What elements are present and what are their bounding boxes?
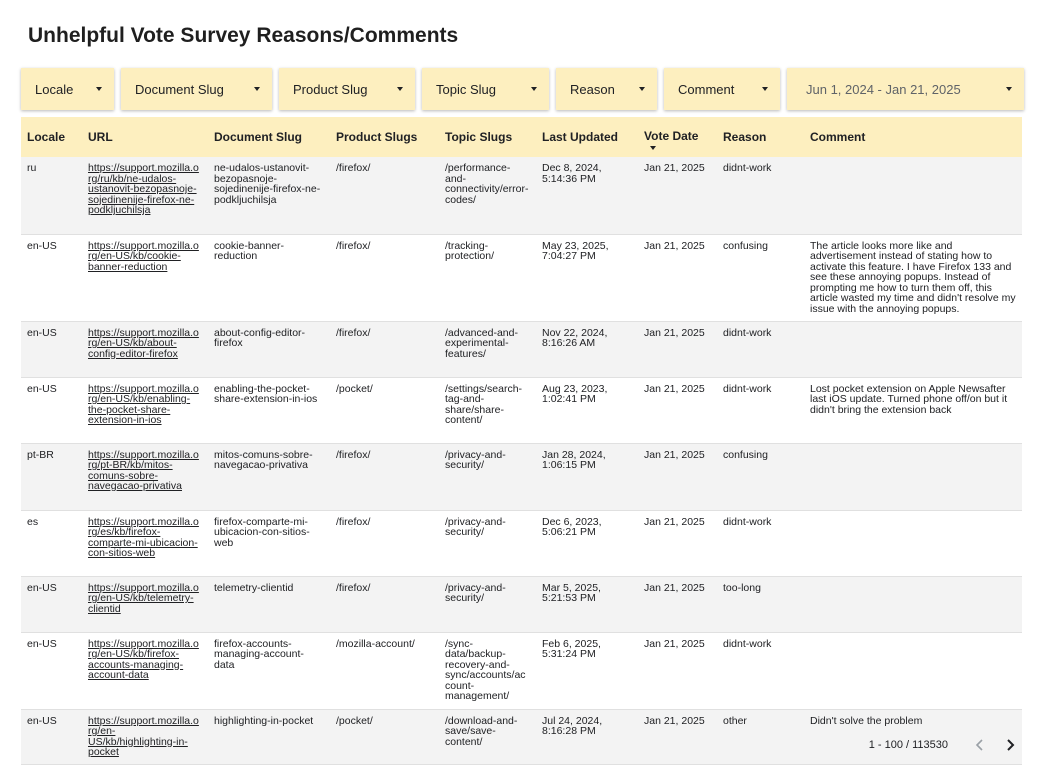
cell-document-slug: mitos-comuns-sobre-navegacao-privativa — [214, 448, 313, 471]
cell-product-slugs: /firefox/ — [336, 581, 371, 594]
table-row[interactable] — [21, 157, 1022, 234]
column-header-topic-slugs[interactable]: Topic Slugs — [439, 117, 536, 157]
cell-url — [82, 576, 208, 632]
cell-comment: Didn't solve the problem — [810, 714, 923, 727]
cell-reason: didnt-work — [723, 637, 772, 650]
cell-product-slugs: /firefox/ — [336, 326, 371, 339]
cell-document-slug: telemetry-clientid — [214, 581, 294, 594]
cell-topic-slugs: /sync-data/backup-recovery-and-sync/accounts/account-management/ — [445, 637, 526, 702]
chevron-left-icon[interactable] — [972, 737, 988, 753]
cell-vote-date: Jan 21, 2025 — [644, 239, 705, 252]
cell-document-slug: highlighting-in-pocket — [214, 714, 314, 727]
cell-reason: didnt-work — [723, 162, 772, 174]
cell-comment — [804, 443, 1022, 510]
cell-last-updated: Dec 8, 2024, 5:14:36 PM — [542, 162, 602, 185]
cell-url — [82, 234, 208, 321]
pagination-range: 1 - 100 / 113530 — [868, 739, 948, 751]
table-row[interactable] — [21, 321, 1022, 377]
cell-reason: didnt-work — [723, 326, 772, 339]
table-body — [21, 157, 1022, 764]
cell-comment — [804, 157, 1022, 234]
cell-url — [82, 157, 208, 234]
cell-url — [82, 321, 208, 377]
cell-last-updated: Jan 28, 2024, 1:06:15 PM — [542, 448, 606, 471]
cell-comment — [804, 510, 1022, 576]
locale-filter[interactable] — [21, 68, 114, 110]
caret-down-icon — [397, 87, 403, 91]
chevron-right-icon[interactable] — [1002, 737, 1018, 753]
cell-document-slug: firefox-comparte-mi-ubicacion-con-sitios-web — [214, 515, 310, 549]
url-link[interactable]: https://support.mozilla.org/en-US/kb/cookie-banner-reduction — [88, 239, 199, 273]
document-slug-filter-label: Document Slug — [135, 81, 224, 97]
comment-filter[interactable] — [664, 68, 780, 110]
cell-topic-slugs: /privacy-and-security/ — [445, 581, 506, 604]
cell-document-slug: about-config-editor-firefox — [214, 326, 306, 349]
cell-reason: other — [723, 714, 747, 727]
cell-topic-slugs: /tracking-protection/ — [445, 239, 495, 262]
cell-locale: en-US — [27, 382, 57, 395]
pagination — [869, 736, 1018, 754]
url-link[interactable]: https://support.mozilla.org/es/kb/firefox-comparte-mi-ubicacion-con-sitios-web — [88, 515, 199, 559]
cell-reason: confusing — [723, 448, 768, 461]
cell-locale: es — [27, 515, 39, 528]
caret-down-icon — [639, 87, 645, 91]
table-row[interactable] — [21, 377, 1022, 443]
table-header-row — [21, 117, 1022, 157]
cell-last-updated: Aug 23, 2023, 1:02:41 PM — [542, 382, 608, 405]
column-header-product-slugs[interactable]: Product Slugs — [330, 117, 439, 157]
cell-url — [82, 510, 208, 576]
cell-vote-date: Jan 21, 2025 — [644, 382, 705, 395]
column-header-comment[interactable]: Comment — [804, 117, 1022, 157]
cell-locale: en-US — [27, 581, 57, 594]
cell-comment: The article looks more like and advertisement instead of stating how to activate this feature. I have Firefox 133 and see these annoying popups. Instead of prompting me how to turn them off, this article wasted my time and didn't resolve my issue with the annoying popups. — [810, 239, 1016, 315]
cell-reason: too-long — [723, 581, 761, 594]
cell-reason: didnt-work — [723, 515, 772, 528]
page-title: Unhelpful Vote Survey Reasons/Comments — [28, 24, 459, 47]
table-row[interactable] — [21, 632, 1022, 709]
cell-comment — [804, 321, 1022, 377]
date-range-label: Jun 1, 2024 - Jan 21, 2025 — [806, 81, 961, 97]
cell-vote-date: Jan 21, 2025 — [644, 448, 705, 461]
table-row[interactable] — [21, 234, 1022, 321]
cell-product-slugs: /mozilla-account/ — [336, 637, 415, 650]
cell-vote-date: Jan 21, 2025 — [644, 326, 705, 339]
cell-locale: ru — [27, 162, 37, 174]
caret-down-icon — [1006, 87, 1012, 91]
cell-document-slug: enabling-the-pocket-share-extension-in-ios — [214, 382, 318, 405]
comment-filter-label: Comment — [678, 81, 735, 97]
caret-down-icon — [254, 87, 260, 91]
date-range-filter[interactable] — [787, 68, 1024, 110]
cell-document-slug: cookie-banner-reduction — [214, 239, 285, 262]
cell-comment — [804, 632, 1022, 709]
url-link[interactable]: https://support.mozilla.org/en-US/kb/enabling-the-pocket-share-extension-in-ios — [88, 382, 199, 426]
url-link[interactable]: https://support.mozilla.org/en-US/kb/telemetry-clientid — [88, 581, 199, 615]
cell-topic-slugs: /performance-and-connectivity/error-codes/ — [445, 162, 529, 206]
caret-down-icon — [96, 87, 102, 91]
cell-last-updated: Jul 24, 2024, 8:16:28 PM — [542, 714, 603, 737]
column-header-document-slug[interactable]: Document Slug — [208, 117, 330, 157]
url-link[interactable]: https://support.mozilla.org/en-US/kb/highlighting-in-pocket — [88, 714, 199, 758]
reason-filter[interactable] — [556, 68, 657, 110]
sort-descending-icon — [650, 146, 656, 150]
cell-topic-slugs: /settings/search-tag-and-share/share-content/ — [445, 382, 523, 426]
topic-slug-filter[interactable] — [422, 68, 549, 110]
cell-topic-slugs: /privacy-and-security/ — [445, 448, 506, 471]
topic-slug-filter-label: Topic Slug — [436, 81, 496, 97]
cell-last-updated: Nov 22, 2024, 8:16:26 AM — [542, 326, 608, 349]
url-link[interactable]: https://support.mozilla.org/ru/kb/ne-udalos-ustanovit-bezopasnoje-sojedinenije-firefox-ne-podkljuchilsja — [88, 162, 199, 216]
table-row[interactable] — [21, 510, 1022, 576]
url-link[interactable]: https://support.mozilla.org/en-US/kb/about-config-editor-firefox — [88, 326, 199, 360]
cell-vote-date: Jan 21, 2025 — [644, 515, 705, 528]
cell-reason: confusing — [723, 239, 768, 252]
url-link[interactable]: https://support.mozilla.org/en-US/kb/firefox-accounts-managing-account-data — [88, 637, 199, 681]
cell-locale: en-US — [27, 637, 57, 650]
cell-product-slugs: /firefox/ — [336, 515, 371, 528]
cell-product-slugs: /firefox/ — [336, 448, 371, 461]
cell-url — [82, 632, 208, 709]
cell-document-slug: ne-udalos-ustanovit-bezopasnoje-sojedinenije-firefox-ne-podkljuchilsja — [214, 162, 321, 206]
results-table — [21, 117, 1022, 765]
cell-comment — [804, 576, 1022, 632]
cell-comment: Lost pocket extension on Apple Newsafter last iOS update. Turned phone off/on but it didn't bring the extension back — [810, 382, 1008, 416]
table-row[interactable] — [21, 576, 1022, 632]
cell-last-updated: Feb 6, 2025, 5:31:24 PM — [542, 637, 601, 660]
document-slug-filter[interactable] — [121, 68, 272, 110]
cell-locale: pt-BR — [27, 448, 54, 461]
caret-down-icon — [762, 87, 768, 91]
cell-last-updated: May 23, 2025, 7:04:27 PM — [542, 239, 609, 262]
cell-vote-date: Jan 21, 2025 — [644, 581, 705, 594]
column-header-locale[interactable]: Locale — [21, 117, 82, 157]
cell-url — [82, 709, 208, 764]
cell-locale: en-US — [27, 714, 57, 727]
cell-url — [82, 443, 208, 510]
cell-product-slugs: /pocket/ — [336, 382, 373, 395]
cell-url — [82, 377, 208, 443]
locale-filter-label: Locale — [35, 81, 74, 97]
cell-locale: en-US — [27, 239, 57, 252]
reason-filter-label: Reason — [570, 81, 615, 97]
cell-topic-slugs: /privacy-and-security/ — [445, 515, 506, 538]
cell-reason: didnt-work — [723, 382, 772, 395]
url-link[interactable]: https://support.mozilla.org/pt-BR/kb/mitos-comuns-sobre-navegacao-privativa — [88, 448, 199, 492]
column-header-reason[interactable]: Reason — [717, 117, 804, 157]
cell-product-slugs: /firefox/ — [336, 239, 371, 252]
filter-bar — [21, 68, 1024, 110]
caret-down-icon — [531, 87, 537, 91]
cell-locale: en-US — [27, 326, 57, 339]
column-header-url[interactable]: URL — [82, 117, 208, 157]
cell-vote-date: Jan 21, 2025 — [644, 162, 705, 174]
product-slug-filter[interactable] — [279, 68, 415, 110]
cell-last-updated: Mar 5, 2025, 5:21:53 PM — [542, 581, 601, 604]
cell-last-updated: Dec 6, 2023, 5:06:21 PM — [542, 515, 602, 538]
cell-topic-slugs: /download-and-save/save-content/ — [445, 714, 518, 748]
cell-document-slug: firefox-accounts-managing-account-data — [214, 637, 304, 671]
cell-vote-date: Jan 21, 2025 — [644, 637, 705, 650]
cell-topic-slugs: /advanced-and-experimental-features/ — [445, 326, 518, 360]
column-header-vote-date[interactable]: Vote Date — [638, 117, 717, 157]
cell-product-slugs: /firefox/ — [336, 162, 371, 174]
cell-vote-date: Jan 21, 2025 — [644, 714, 705, 727]
column-header-last-updated[interactable]: Last Updated — [536, 117, 638, 157]
product-slug-filter-label: Product Slug — [293, 81, 368, 97]
cell-product-slugs: /pocket/ — [336, 714, 373, 727]
table-row[interactable] — [21, 443, 1022, 510]
